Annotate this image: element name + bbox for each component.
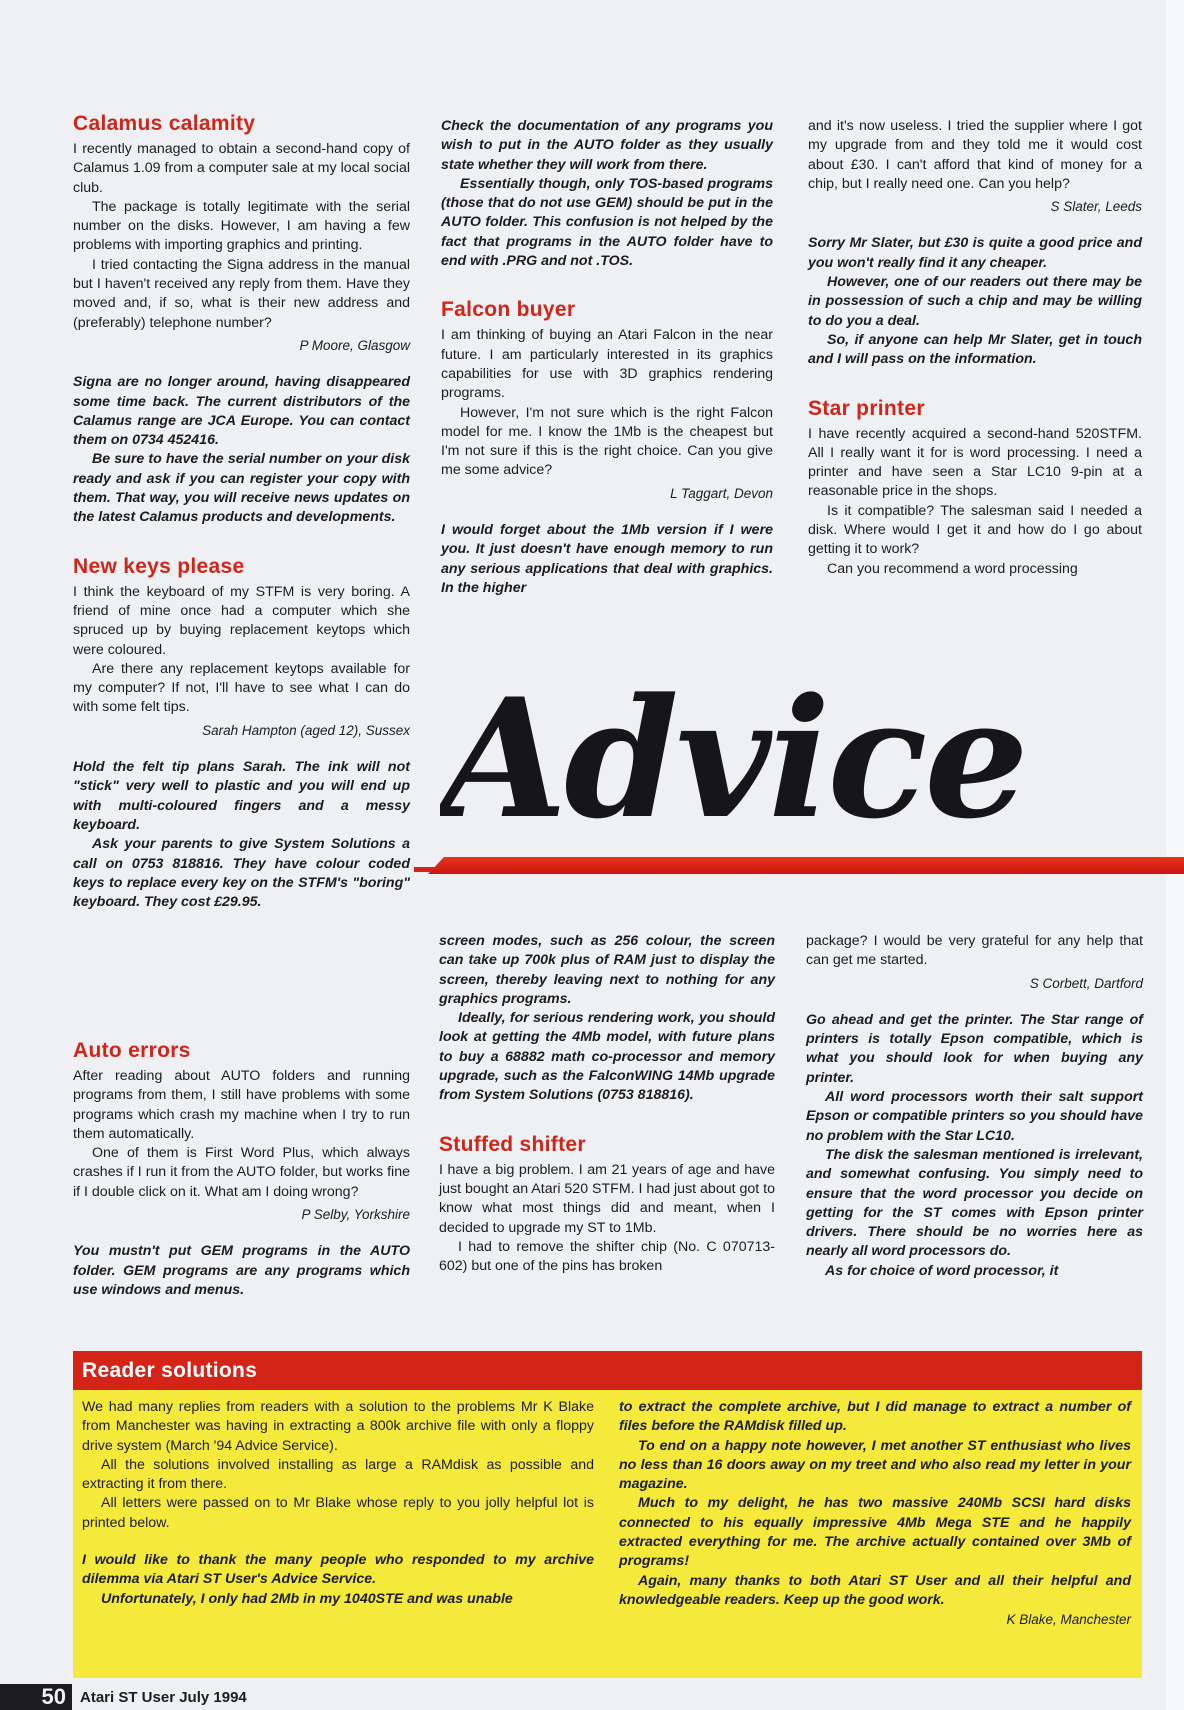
answer-paragraph: Ask your parents to give System Solutions a call on 0753 818816. They have colour coded keys to replace every key on the STFM's "boring" keyboard. They cost £29.95. — [73, 836, 410, 911]
reader-solutions-header — [73, 1351, 1142, 1390]
box-letter-paragraph: to extract the complete archive, but I did manage to extract a number of files before the RAMdisk filled up. — [619, 1399, 1131, 1435]
box-paragraph: All letters were passed on to Mr Blake whose reply to you jolly helpful lot is printed below. — [82, 1495, 594, 1531]
letter-paragraph: Is it compatible? The salesman said I needed a disk. Where would I get it and how do I go about getting it to work? — [808, 502, 1142, 558]
column-3-bottom — [806, 932, 1143, 1281]
letter-paragraph: I think the keyboard of my STFM is very boring. A friend of mine once had a computer which she spruced up by buying replacement keytops which were coloured. — [73, 583, 410, 658]
letter-signature: P Moore, Glasgow — [299, 337, 410, 353]
letter-paragraph: Are there any replacement keytops available for my computer? If not, I'll have to see what I can do with some felt tips. — [73, 660, 410, 716]
answer-paragraph: So, if anyone can help Mr Slater, get in touch and I will pass on the information. — [808, 331, 1142, 368]
red-rule — [428, 857, 1184, 874]
heading-star-printer: Star printer — [808, 396, 925, 420]
answer-paragraph: You mustn't put GEM programs in the AUTO folder. GEM programs are any programs which use windows and menus. — [73, 1243, 410, 1298]
letter-paragraph: package? I would be very grateful for any help that can get me started. — [806, 933, 1143, 969]
reader-solutions-left — [82, 1398, 594, 1609]
publication-line: Atari ST User July 1994 — [80, 1689, 247, 1706]
section-title-advice: Advice — [440, 662, 1026, 855]
letter-signature: S Slater, Leeds — [1050, 199, 1142, 215]
letter-signature: L Taggart, Devon — [670, 485, 773, 501]
column-2-bottom — [439, 932, 775, 1276]
box-letter-paragraph: I would like to thank the many people who responded to my archive dilemma via Atari ST User's Advice Service. — [82, 1552, 594, 1588]
column-1-top — [73, 111, 410, 912]
column-2-top — [441, 117, 773, 598]
answer-paragraph: All word processors worth their salt support Epson or compatible printers so you should have no problem with the Star LC10. — [806, 1089, 1143, 1144]
heading-calamus-calamity: Calamus calamity — [73, 112, 256, 135]
answer-paragraph: Ideally, for serious rendering work, you should look at getting the 4Mb model, with future plans to buy a 68882 math co-processor and memory upgrade, such as the FalconWING 14Mb upgrade from System Solutions (0753 818816). — [439, 1010, 775, 1104]
letter-paragraph: I have recently acquired a second-hand 520STFM. All I really want it for is word processing. I need a printer and have seen a Star LC10 9-pin at a reasonable price in the shops. — [808, 425, 1142, 500]
letter-paragraph: I am thinking of buying an Atari Falcon in the near future. I am particularly interested in its graphics capabilities for use with 3D graphics rendering programs. — [441, 327, 773, 402]
letter-paragraph: Can you recommend a word processing — [827, 560, 1078, 577]
box-letter-paragraph: Unfortunately, I only had 2Mb in my 1040STE and was unable — [101, 1590, 513, 1607]
column-1-bottom — [73, 1038, 410, 1300]
heading-falcon-buyer: Falcon buyer — [441, 298, 576, 322]
heading-auto-errors: Auto errors — [73, 1039, 191, 1062]
letter-paragraph: I recently managed to obtain a second-hand copy of Calamus 1.09 from a computer sale at my local social club. — [73, 141, 410, 196]
letter-paragraph: The package is totally legitimate with the serial number on the disks. However, I am having a few problems with importing graphics and printing. — [73, 198, 410, 254]
page-number: 50 — [0, 1684, 72, 1710]
heading-stuffed-shifter: Stuffed shifter — [439, 1132, 586, 1156]
box-letter-paragraph: Again, many thanks to both Atari ST User and all their helpful and knowledgeable readers. Keep up the good work. — [619, 1572, 1131, 1608]
answer-paragraph: Essentially though, only TOS-based programs (those that do not use GEM) should be put in the AUTO folder. This confusion is not helped by the fact that programs in the AUTO folder have to end with .PRG and not .TOS. — [441, 175, 773, 270]
box-paragraph: We had many replies from readers with a solution to the problems Mr K Blake from Manchester was having in extracting a 800k archive file with only a floppy drive system (March '94 Advice Service). — [82, 1399, 594, 1454]
reader-solutions-box — [73, 1351, 1142, 1678]
box-signature: K Blake, Manchester — [1006, 1612, 1131, 1628]
answer-paragraph: Hold the felt tip plans Sarah. The ink will not "stick" very well to plastic and you will end up with multi-coloured fingers and a messy keyboard. — [73, 759, 410, 833]
letter-signature: Sarah Hampton (aged 12), Sussex — [202, 722, 410, 738]
column-3-top — [808, 117, 1142, 579]
answer-paragraph: I would forget about the 1Mb version if I were you. It just doesn't have enough memory to run any serious applications that deal with graphics. In the higher — [441, 522, 773, 596]
answer-paragraph: The disk the salesman mentioned is irrelevant, and somewhat confusing. You simply need to ensure that the word processor you decide on getting for the ST comes with Epson printer drivers. There should be no worries here as nearly all word processors do. — [806, 1146, 1143, 1260]
heading-new-keys-please: New keys please — [73, 554, 245, 578]
letter-paragraph: However, I'm not sure which is the right Falcon model for me. I know the 1Mb is the cheapest but I'm not sure if this is the right choice. Can you give me some advice? — [441, 404, 773, 479]
letter-paragraph: After reading about AUTO folders and running programs from them, I still have problems with some programs which crash my machine when I try to run them automatically. — [73, 1068, 410, 1142]
answer-paragraph: Check the documentation of any programs you wish to put in the AUTO folder as they usually state whether they will work from there. — [441, 118, 773, 173]
box-letter-paragraph: To end on a happy note however, I met another ST enthusiast who lives no less than 16 doors away on my treet and who also read my letter in your magazine. — [619, 1437, 1131, 1493]
letter-paragraph: I tried contacting the Signa address in the manual but I haven't received any reply from them. Have they moved and, if so, what is their new address and (preferably) telephone number? — [73, 256, 410, 331]
answer-paragraph: As for choice of word processor, it — [825, 1262, 1059, 1279]
letter-paragraph: I had to remove the shifter chip (No. C 070713-602) but one of the pins has broken — [439, 1238, 775, 1275]
answer-paragraph: Sorry Mr Slater, but £30 is quite a good price and you won't really find it any cheaper. — [808, 235, 1142, 271]
answer-paragraph: Go ahead and get the printer. The Star range of printers is totally Epson compatible, which is what you should look for when buying any printer. — [806, 1011, 1143, 1086]
letter-paragraph: One of them is First Word Plus, which always crashes if I run it from the AUTO folder, but works fine if I double click on it. What am I doing wrong? — [73, 1145, 410, 1200]
letter-paragraph: and it's now useless. I tried the supplier where I got my upgrade from and they told me it would cost about £30. I can't afford that kind of money for a chip, but I really need one. Can you help? — [808, 118, 1142, 192]
box-letter-paragraph: Much to my delight, he has two massive 240Mb SCSI hard disks connected to his equally impressive 4Mb Mega STE and he happily extracted everything for me. The archive actually contained over 3Mb of programs! — [619, 1495, 1131, 1570]
letter-signature: S Corbett, Dartford — [1029, 975, 1143, 991]
reader-solutions-right — [619, 1398, 1131, 1630]
answer-paragraph: However, one of our readers out there may be in possession of such a chip and may be willing to do you a deal. — [808, 274, 1142, 329]
answer-paragraph: Be sure to have the serial number on your disk ready and ask if you can register your copy with them. That way, you will receive news updates on the latest Calamus products and developments. — [73, 451, 410, 526]
letter-signature: P Selby, Yorkshire — [301, 1207, 410, 1223]
heading-reader-solutions: Reader solutions — [82, 1359, 258, 1382]
letter-paragraph: I have a big problem. I am 21 years of age and have just bought an Atari 520 STFM. I had just about got to know what most things did and meant, when I decided to upgrade my ST to 1Mb. — [439, 1161, 775, 1236]
answer-paragraph: screen modes, such as 256 colour, the screen can take up 700k plus of RAM just to display the screen, thereby leaving next to nothing for any graphics programs. — [439, 933, 775, 1007]
answer-paragraph: Signa are no longer around, having disappeared some time back. The current distributors of the Calamus range are JCA Europe. You can contact them on 0734 452416. — [73, 374, 410, 449]
box-paragraph: All the solutions involved installing as large a RAMdisk as possible and extracting it from there. — [82, 1456, 594, 1493]
